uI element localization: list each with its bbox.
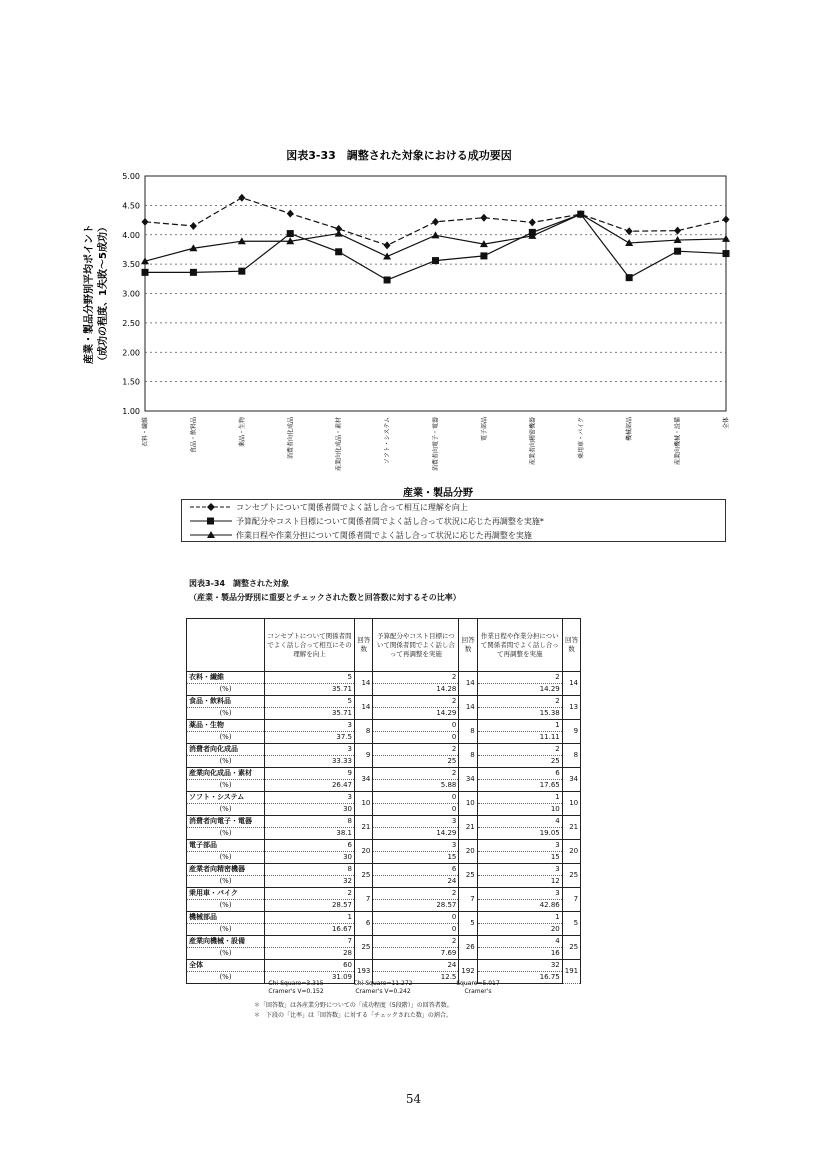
table-cell: 9 <box>265 768 355 780</box>
table-row <box>187 768 581 780</box>
x-tick-label: 産業者向精密機器 <box>529 417 537 466</box>
table-cell: 26 <box>459 936 477 960</box>
cramers-v-text: Cramer's <box>464 988 492 995</box>
table-cell: 16.75 <box>477 972 562 984</box>
table-cell: 3 <box>477 888 562 900</box>
table-cell: 産業向化成品・素材 <box>187 768 265 780</box>
table-cell: (%) <box>187 756 265 768</box>
table-cell: 11.11 <box>477 732 562 744</box>
table-cell: (%) <box>187 972 265 984</box>
table-cell: 32 <box>265 876 355 888</box>
table-row <box>187 696 581 708</box>
table-cell: 34 <box>355 768 373 792</box>
data-point-triangle <box>432 231 440 238</box>
y-tick-label: 1.00 <box>122 407 140 416</box>
table-cell: 2 <box>265 888 355 900</box>
table-cell: 20 <box>477 924 562 936</box>
table-cell: 10 <box>562 792 580 816</box>
table-cell: 25 <box>562 864 580 888</box>
table-row-percent <box>187 732 581 744</box>
table-header: 回答数 <box>562 619 580 672</box>
table-row-percent <box>187 708 581 720</box>
legend-label: 作業日程や作業分担について関係者間でよく話し合って状況に応じた再調整を実施 <box>236 530 532 540</box>
table-cell: 15 <box>373 852 459 864</box>
cramers-v-text: Cramer's V=0.152 <box>268 988 324 995</box>
table-row <box>187 720 581 732</box>
x-tick-label: 機械部品 <box>626 417 634 442</box>
table-cell: 24 <box>373 960 459 972</box>
table-cell: 食品・飲料品 <box>187 696 265 708</box>
table-cell: (%) <box>187 732 265 744</box>
data-point-square <box>335 248 342 255</box>
table-cell: 28 <box>265 948 355 960</box>
table-cell: 30 <box>265 804 355 816</box>
note-line: ＊「回答数」は各産業分野についての「成功程度（5段階）」の回答者数。 <box>254 1002 453 1009</box>
table-cell: 0 <box>373 912 459 924</box>
table-cell: 42.86 <box>477 900 562 912</box>
table-cell: 5.88 <box>373 780 459 792</box>
table-cell: 2 <box>373 936 459 948</box>
table-cell: 2 <box>477 672 562 684</box>
data-point-diamond <box>626 227 633 235</box>
data-point-diamond <box>287 210 294 218</box>
y-tick-label: 5.00 <box>122 172 140 181</box>
table-row <box>187 744 581 756</box>
table-cell: 25 <box>373 756 459 768</box>
x-tick-label: 全体 <box>723 417 730 430</box>
table-cell: 産業者向精密機器 <box>187 864 265 876</box>
table-cell: 4 <box>477 816 562 828</box>
table-cell: 産業向機械・設備 <box>187 936 265 948</box>
table-cell: 21 <box>562 816 580 840</box>
table-title: 図表3-34 調整された対象 <box>189 579 290 588</box>
data-point-diamond <box>674 227 681 235</box>
table-cell: 6 <box>355 912 373 936</box>
y-axis-label-line2: （成功の程度、1失敗～5成功） <box>98 222 109 366</box>
table-cell: 3 <box>477 864 562 876</box>
data-point-square <box>626 274 633 281</box>
table-cell: (%) <box>187 876 265 888</box>
data-point-square <box>287 230 294 237</box>
legend-label: コンセプトについて関係者間でよく話し合って相互に理解を向上 <box>236 502 468 512</box>
table-cell: 193 <box>355 960 373 984</box>
table-row-percent <box>187 756 581 768</box>
x-tick-label: 消費者向電子・電器 <box>432 417 440 472</box>
data-point-diamond <box>723 215 730 223</box>
chart-title: 図表3-33 調整された対象における成功要因 <box>286 149 512 162</box>
y-tick-label: 4.00 <box>122 230 140 240</box>
data-point-diamond <box>529 218 536 226</box>
table-cell: 0 <box>373 732 459 744</box>
data-point-square <box>238 268 245 275</box>
table-cell: 衣料・繊維 <box>187 672 265 684</box>
data-point-diamond <box>384 241 391 249</box>
table-cell: 3 <box>477 840 562 852</box>
table-cell: 2 <box>373 744 459 756</box>
y-axis-ticks <box>122 172 140 416</box>
table-cell: 25 <box>355 936 373 960</box>
table-cell: (%) <box>187 900 265 912</box>
table-header <box>187 619 265 672</box>
table-row <box>187 792 581 804</box>
table-cell: 7 <box>459 888 477 912</box>
table-cell: 38.1 <box>265 828 355 840</box>
y-tick-label: 2.50 <box>122 318 140 328</box>
table-cell: 14 <box>355 672 373 696</box>
table-cell: 14.29 <box>373 708 459 720</box>
table-row-percent <box>187 876 581 888</box>
table-cell: 2 <box>373 672 459 684</box>
data-point-diamond <box>142 218 149 226</box>
table-cell: 20 <box>459 840 477 864</box>
table-cell: 0 <box>373 924 459 936</box>
x-tick-label: 電子部品 <box>480 417 488 442</box>
table-cell: (%) <box>187 852 265 864</box>
table-cell: 34 <box>562 768 580 792</box>
table-subtitle: （産業・製品分野別に重要とチェックされた数と回答数に対するその比率） <box>189 593 461 602</box>
table-cell: 7 <box>562 888 580 912</box>
table-cell: 14.29 <box>477 684 562 696</box>
table-cell: 28.57 <box>265 900 355 912</box>
x-axis-label: 産業・製品分野 <box>403 488 473 499</box>
table-cell: 28.57 <box>373 900 459 912</box>
table-cell: 33.33 <box>265 756 355 768</box>
table-row-percent <box>187 948 581 960</box>
table-cell: 21 <box>355 816 373 840</box>
table-cell: 25 <box>477 756 562 768</box>
y-tick-label: 1.50 <box>122 377 140 387</box>
table-header-row <box>187 619 581 672</box>
table-cell: 6 <box>373 864 459 876</box>
table-cell: 9 <box>355 744 373 768</box>
table-cell: 24 <box>373 876 459 888</box>
table-cell: (%) <box>187 684 265 696</box>
table-cell: 25 <box>355 864 373 888</box>
data-point-square <box>480 252 487 259</box>
table-cell: 8 <box>562 744 580 768</box>
table-cell: 8 <box>265 816 355 828</box>
table-cell: 5 <box>562 912 580 936</box>
table-cell: 3 <box>265 792 355 804</box>
chi-square-text: Chi-Square=11.272 <box>353 980 413 987</box>
table-cell: 25 <box>459 864 477 888</box>
table-cell: 8 <box>265 864 355 876</box>
table-row-percent <box>187 780 581 792</box>
data-point-square <box>674 248 681 255</box>
stat-block-1 <box>256 980 336 996</box>
data-point-triangle <box>383 252 391 259</box>
data-point-diamond <box>432 218 439 226</box>
table-cell: 34 <box>459 768 477 792</box>
table-row <box>187 840 581 852</box>
table-cell: 31.09 <box>265 972 355 984</box>
table-row <box>187 960 581 972</box>
legend-item-concept <box>188 501 468 513</box>
table-row-percent <box>187 804 581 816</box>
table-cell: 8 <box>459 720 477 744</box>
table-cell: 17.65 <box>477 780 562 792</box>
table-cell: 5 <box>459 912 477 936</box>
table-cell: 14 <box>459 696 477 720</box>
table-cell: 5 <box>265 696 355 708</box>
y-tick-label: 3.50 <box>122 260 140 270</box>
table-cell: (%) <box>187 924 265 936</box>
y-tick-label: 2.00 <box>122 348 140 358</box>
table-cell: 30 <box>265 852 355 864</box>
table-cell: 19.05 <box>477 828 562 840</box>
legend-item-schedule <box>188 529 532 541</box>
table-cell: 21 <box>459 816 477 840</box>
table-cell: 1 <box>477 792 562 804</box>
table-cell: 1 <box>265 912 355 924</box>
legend-marker-diamond-icon <box>188 502 234 512</box>
table-cell: 15 <box>477 852 562 864</box>
table-cell: 35.71 <box>265 708 355 720</box>
table-row-percent <box>187 684 581 696</box>
table-cell: 1 <box>477 912 562 924</box>
table-cell: 3 <box>373 840 459 852</box>
table-cell: 機械部品 <box>187 912 265 924</box>
table-cell: 3 <box>373 816 459 828</box>
table-cell: 12 <box>477 876 562 888</box>
table-header: 回答数 <box>355 619 373 672</box>
table-cell: (%) <box>187 780 265 792</box>
table-header: 回答数 <box>459 619 477 672</box>
stat-block-2 <box>343 980 423 996</box>
table-notes <box>254 1001 453 1021</box>
table-cell: 13 <box>562 696 580 720</box>
table-cell: 6 <box>477 768 562 780</box>
table-cell: 14 <box>355 696 373 720</box>
data-point-diamond <box>480 214 487 222</box>
table-cell: 乗用車・バイク <box>187 888 265 900</box>
y-tick-label: 4.50 <box>122 201 140 211</box>
table-cell: 37.5 <box>265 732 355 744</box>
table-cell: 191 <box>562 960 580 984</box>
table-row <box>187 936 581 948</box>
table-row-percent <box>187 924 581 936</box>
table-cell: (%) <box>187 804 265 816</box>
x-tick-label: 産業向化成品・素材 <box>335 417 343 472</box>
series-group <box>141 194 730 284</box>
table-cell: 10 <box>459 792 477 816</box>
table-cell: 5 <box>265 672 355 684</box>
y-axis-label-line1: 産業・製品分野別平均ポイント <box>84 224 95 364</box>
chart-legend <box>181 499 726 542</box>
x-tick-label: 衣料・繊維 <box>142 417 149 448</box>
data-point-square <box>190 269 197 276</box>
table-row <box>187 864 581 876</box>
note-line: ＊ 下段の「比率」は「回答数」に対する「チェックされた数」の割合。 <box>254 1012 452 1019</box>
table-cell: 0 <box>373 792 459 804</box>
x-tick-label: 産業向機械・設備 <box>674 417 682 466</box>
table-cell: 16.67 <box>265 924 355 936</box>
legend-marker-triangle-icon <box>188 530 234 540</box>
page-number: 54 <box>405 1092 422 1106</box>
data-table <box>186 618 581 984</box>
data-point-square <box>432 257 439 264</box>
table-cell: 25 <box>562 936 580 960</box>
table-cell: 10 <box>355 792 373 816</box>
table-cell: 192 <box>459 960 477 984</box>
cramers-v-text: Cramer's V=0.242 <box>355 988 411 995</box>
table-cell: (%) <box>187 948 265 960</box>
x-tick-label: 乗用車・バイク <box>577 417 585 459</box>
table-cell: 消費者向化成品 <box>187 744 265 756</box>
table-row <box>187 888 581 900</box>
table-cell: 1 <box>477 720 562 732</box>
x-tick-label: 食品・飲料品 <box>190 417 198 454</box>
table-cell: 全体 <box>187 960 265 972</box>
table-cell: 7 <box>265 936 355 948</box>
table-cell: 12.5 <box>373 972 459 984</box>
table-cell: 7.69 <box>373 948 459 960</box>
chi-square-text: Square=5.017 <box>456 980 500 987</box>
table-cell: 2 <box>373 888 459 900</box>
y-tick-label: 3.00 <box>122 289 140 299</box>
table-cell: 14 <box>459 672 477 696</box>
data-point-triangle <box>335 230 343 237</box>
figure-3-33-chart <box>0 0 827 560</box>
table-cell: 2 <box>373 768 459 780</box>
table-cell: 35.71 <box>265 684 355 696</box>
table-cell: 6 <box>265 840 355 852</box>
table-row <box>187 816 581 828</box>
table-cell: 14 <box>562 672 580 696</box>
table-row-percent <box>187 900 581 912</box>
table-row <box>187 912 581 924</box>
table-cell: 26.47 <box>265 780 355 792</box>
table-cell: 2 <box>477 744 562 756</box>
table-cell: 0 <box>373 720 459 732</box>
data-point-square <box>142 269 149 276</box>
table-cell: 薬品・生物 <box>187 720 265 732</box>
chi-square-text: Chi-Square=3.315 <box>268 980 324 987</box>
table-header: 予算配分やコスト目標について関係者間でよく話し合って再調整を実施 <box>373 619 459 672</box>
stat-block-3 <box>443 980 513 996</box>
table-cell: 60 <box>265 960 355 972</box>
data-point-square <box>723 250 730 257</box>
table-row <box>187 672 581 684</box>
table-cell: 2 <box>477 696 562 708</box>
table-header: コンセプトについて関係者間でよく話し合って相互にその理解を向上 <box>265 619 355 672</box>
table-cell: 16 <box>477 948 562 960</box>
table-cell: 8 <box>459 744 477 768</box>
table-cell: 3 <box>265 744 355 756</box>
table-cell: 8 <box>355 720 373 744</box>
table-cell: ソフト・システム <box>187 792 265 804</box>
legend-label: 予算配分やコスト目標について関係者間でよく話し合って状況に応じた再調整を実施* <box>236 516 544 526</box>
data-point-diamond <box>190 222 197 230</box>
table-cell: 消費者向電子・電器 <box>187 816 265 828</box>
table-cell: 20 <box>355 840 373 864</box>
table-cell: 9 <box>562 720 580 744</box>
table-row-percent <box>187 828 581 840</box>
table-cell: 15.38 <box>477 708 562 720</box>
x-tick-label: 消費者向化成品 <box>287 417 295 460</box>
data-point-diamond <box>238 194 245 202</box>
legend-item-budget <box>188 515 544 527</box>
table-cell: (%) <box>187 828 265 840</box>
x-axis-ticks <box>141 417 730 471</box>
table-cell: 14.29 <box>373 828 459 840</box>
table-cell: 10 <box>477 804 562 816</box>
x-tick-label: ソフト・システム <box>384 417 392 465</box>
table-cell: (%) <box>187 708 265 720</box>
table-cell: 7 <box>355 888 373 912</box>
table-cell: 20 <box>562 840 580 864</box>
legend-marker-square-icon <box>188 516 234 526</box>
table-cell: 4 <box>477 936 562 948</box>
table-cell: 2 <box>373 696 459 708</box>
table-cell: 14.28 <box>373 684 459 696</box>
x-tick-label: 薬品・生物 <box>238 417 246 448</box>
data-point-square <box>384 276 391 283</box>
table-row-percent <box>187 852 581 864</box>
table-header: 作業日程や作業分担について関係者間でよく話し合って再調整を実施 <box>477 619 562 672</box>
table-cell: 0 <box>373 804 459 816</box>
table-cell: 電子部品 <box>187 840 265 852</box>
table-cell: 3 <box>265 720 355 732</box>
table-cell: 32 <box>477 960 562 972</box>
